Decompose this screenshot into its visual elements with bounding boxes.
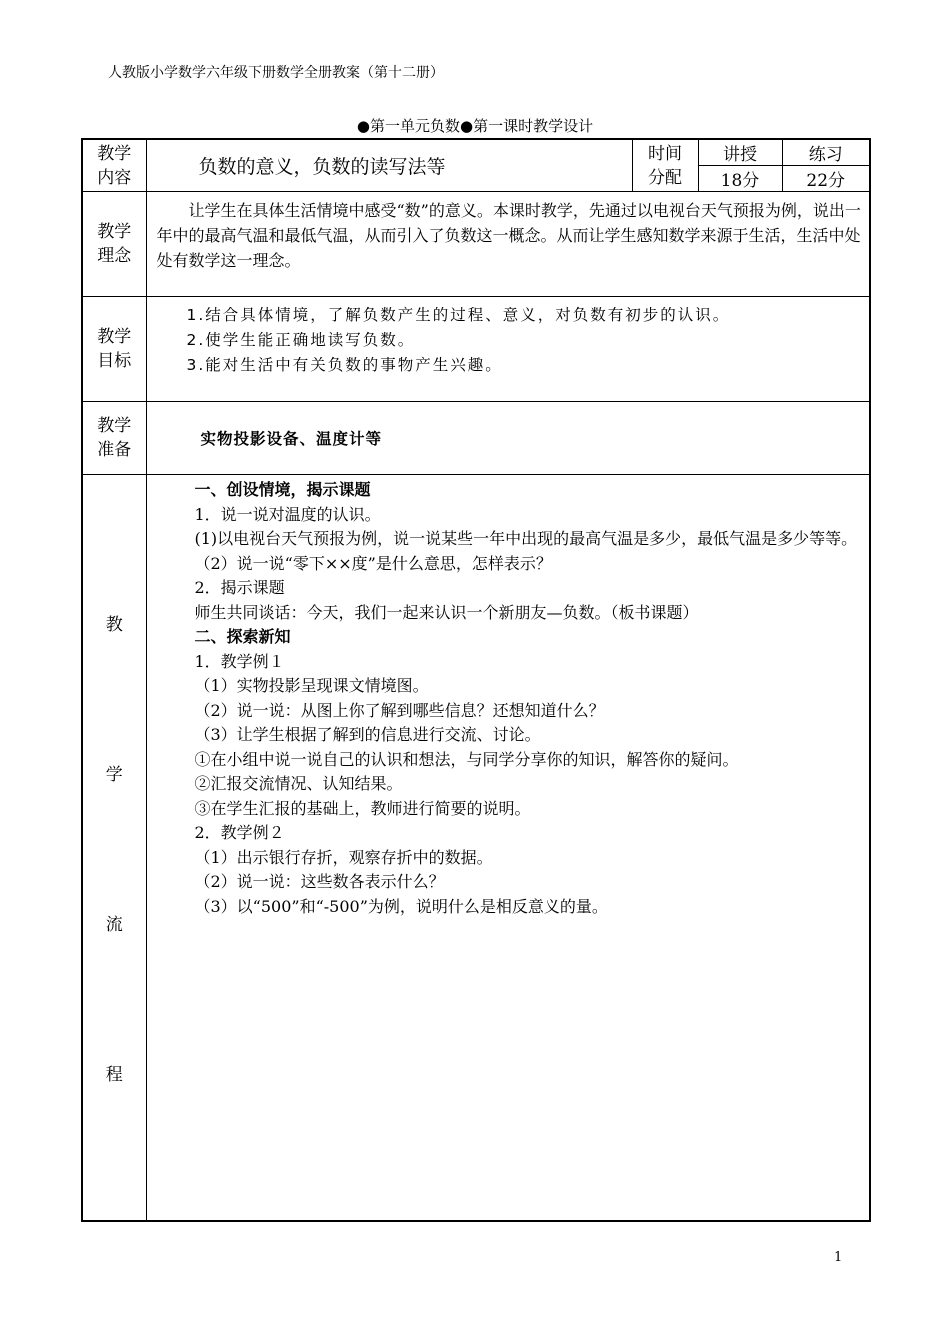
topic-title: 负数的意义，负数的读写法等 bbox=[146, 139, 632, 192]
content-row bbox=[82, 139, 870, 166]
process-line: （2）说一说：从图上你了解到哪些信息？还想知道什么？ bbox=[194, 700, 605, 720]
goal-item: 1.结合具体情境，了解负数产生的过程、意义，对负数有初步的认识。 bbox=[186, 306, 731, 324]
content-label: 教学 内容 bbox=[82, 139, 146, 192]
goal-label: 教学 目标 bbox=[82, 297, 146, 402]
flow-label: 教 学 流 程 bbox=[82, 475, 146, 1222]
idea-label: 教学 理念 bbox=[82, 192, 146, 297]
process-line: （3）让学生根据了解到的信息进行交流、讨论。 bbox=[194, 725, 541, 744]
goal-item: 2.使学生能正确地读写负数。 bbox=[186, 331, 416, 349]
teaching-idea-text: 让学生在具体生活情境中感受“数”的意义。本课时教学，先通过以电视台天气预报为例，说出一年中的最高气温和最低气温，从而引入了负数这一概念。从而让学生感知数学来源于生活，生活中处处有数学这一理念。 bbox=[146, 192, 870, 297]
process-line: 1．教学例１ bbox=[194, 651, 285, 671]
teaching-goals bbox=[146, 297, 870, 402]
process-line: 2．教学例２ bbox=[194, 823, 285, 842]
lesson-plan-table bbox=[81, 138, 871, 1222]
prep-row bbox=[82, 402, 870, 475]
practice-header: 练习 bbox=[782, 139, 870, 166]
document-header: 人教版小学数学六年级下册数学全册教案（第十二册） bbox=[108, 65, 444, 81]
section-heading: 一、创设情境，揭示课题 bbox=[194, 480, 371, 499]
prep-label: 教学 准备 bbox=[82, 402, 146, 475]
page-number: 1 bbox=[834, 1250, 843, 1265]
process-line: （1）实物投影呈现课文情境图。 bbox=[194, 676, 429, 695]
lecture-header: 讲授 bbox=[698, 139, 782, 166]
goal-row bbox=[82, 297, 870, 402]
teaching-process bbox=[146, 475, 870, 1222]
process-line: （2）说一说“零下××度”是什么意思，怎样表示？ bbox=[194, 553, 552, 573]
process-line: ②汇报交流情况、认知结果。 bbox=[194, 774, 403, 793]
process-line: ①在小组中说一说自己的认识和想法，与同学分享你的知识，解答你的疑问。 bbox=[194, 749, 739, 769]
flow-row bbox=[82, 475, 870, 1222]
process-line: （3）以“500”和“-500”为例，说明什么是相反意义的量。 bbox=[194, 896, 608, 916]
process-line: （1）出示银行存折，观察存折中的数据。 bbox=[194, 847, 493, 867]
teaching-prep: 实物投影设备、温度计等 bbox=[146, 402, 870, 475]
process-line: 1．说一说对温度的认识。 bbox=[194, 504, 381, 524]
process-line: 2．揭示课题 bbox=[194, 578, 285, 597]
goal-item: 3.能对生活中有关负数的事物产生兴趣。 bbox=[186, 356, 503, 374]
lesson-subtitle: ●第一单元负数●第一课时教学设计 bbox=[356, 117, 594, 135]
process-line: 师生共同谈话：今天，我们一起来认识一个新朋友—负数。（板书课题） bbox=[194, 602, 699, 622]
process-line: (1)以电视台天气预报为例，说一说某些一年中出现的最高气温是多少，最低气温是多少等等。 bbox=[194, 529, 858, 548]
idea-row bbox=[82, 192, 870, 297]
lecture-minutes: 18分 bbox=[698, 166, 782, 192]
section-heading: 二、探索新知 bbox=[194, 627, 291, 646]
time-allocation-label: 时间 分配 bbox=[632, 139, 698, 192]
process-line: ③在学生汇报的基础上，教师进行简要的说明。 bbox=[194, 798, 531, 818]
process-line: （2）说一说：这些数各表示什么？ bbox=[194, 872, 445, 891]
practice-minutes: 22分 bbox=[782, 166, 870, 192]
